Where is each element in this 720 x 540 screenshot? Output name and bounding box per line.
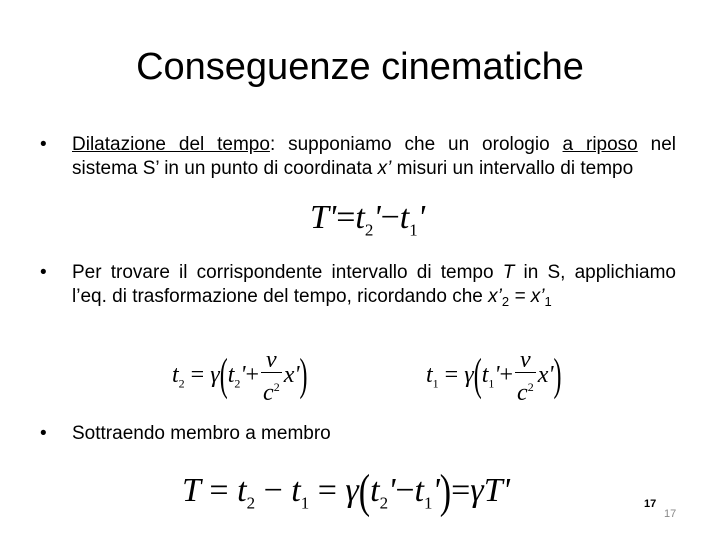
variable: x’ — [530, 286, 545, 307]
bullet-dot: • — [40, 134, 47, 155]
text-segment: Per trovare il corrispondente intervallo di tempo — [72, 262, 503, 283]
bullet-text — [72, 133, 676, 181]
bullet-time-dilation — [40, 133, 676, 181]
bullet-text: Sottraendo membro a membro — [72, 423, 331, 444]
variable: T — [502, 262, 515, 283]
equation-final-dilation: $T = t_2 - t_1 = \gamma(t_2'-t_1')=\gamma T'$ — [182, 466, 510, 519]
term-underlined: Dilatazione del tempo — [72, 134, 270, 155]
text-segment: nel sistema S’ in un punto di coordinata — [72, 134, 676, 179]
text-segment: in S, applichiamo l’eq. di trasformazione del tempo, ricordando che — [72, 262, 676, 307]
subscript: 2 — [501, 294, 510, 309]
bullet-transformation — [40, 261, 676, 314]
subscript: 1 — [544, 294, 552, 309]
text-segment: misuri un intervallo di tempo — [391, 158, 634, 179]
equals-sign: = — [509, 286, 531, 307]
page-number-footer: 17 — [664, 508, 677, 520]
page-number: 17 — [644, 498, 657, 510]
variable: x’ — [377, 158, 392, 179]
bullet-dot: • — [40, 262, 47, 283]
equation-t1-transform: $t_1 = \gamma(t_1'+$ $\frac{v}{c^2}$ x') — [426, 346, 562, 406]
variable: x’ — [488, 286, 502, 307]
equation-time-interval: $T'=t_2'-t_1'$ — [310, 199, 426, 240]
bullet-subtract — [40, 422, 676, 446]
underlined-phrase: a riposo — [562, 134, 638, 155]
text-segment: : supponiamo che un orologio — [269, 134, 563, 155]
slide-title: Conseguenze cinematiche — [136, 46, 584, 88]
equation-t2-transform: $t_2 = \gamma(t_2'+$ $\frac{v}{c^2}$ x') — [172, 346, 308, 406]
bullet-dot: • — [40, 423, 47, 444]
bullet-text — [72, 261, 676, 314]
